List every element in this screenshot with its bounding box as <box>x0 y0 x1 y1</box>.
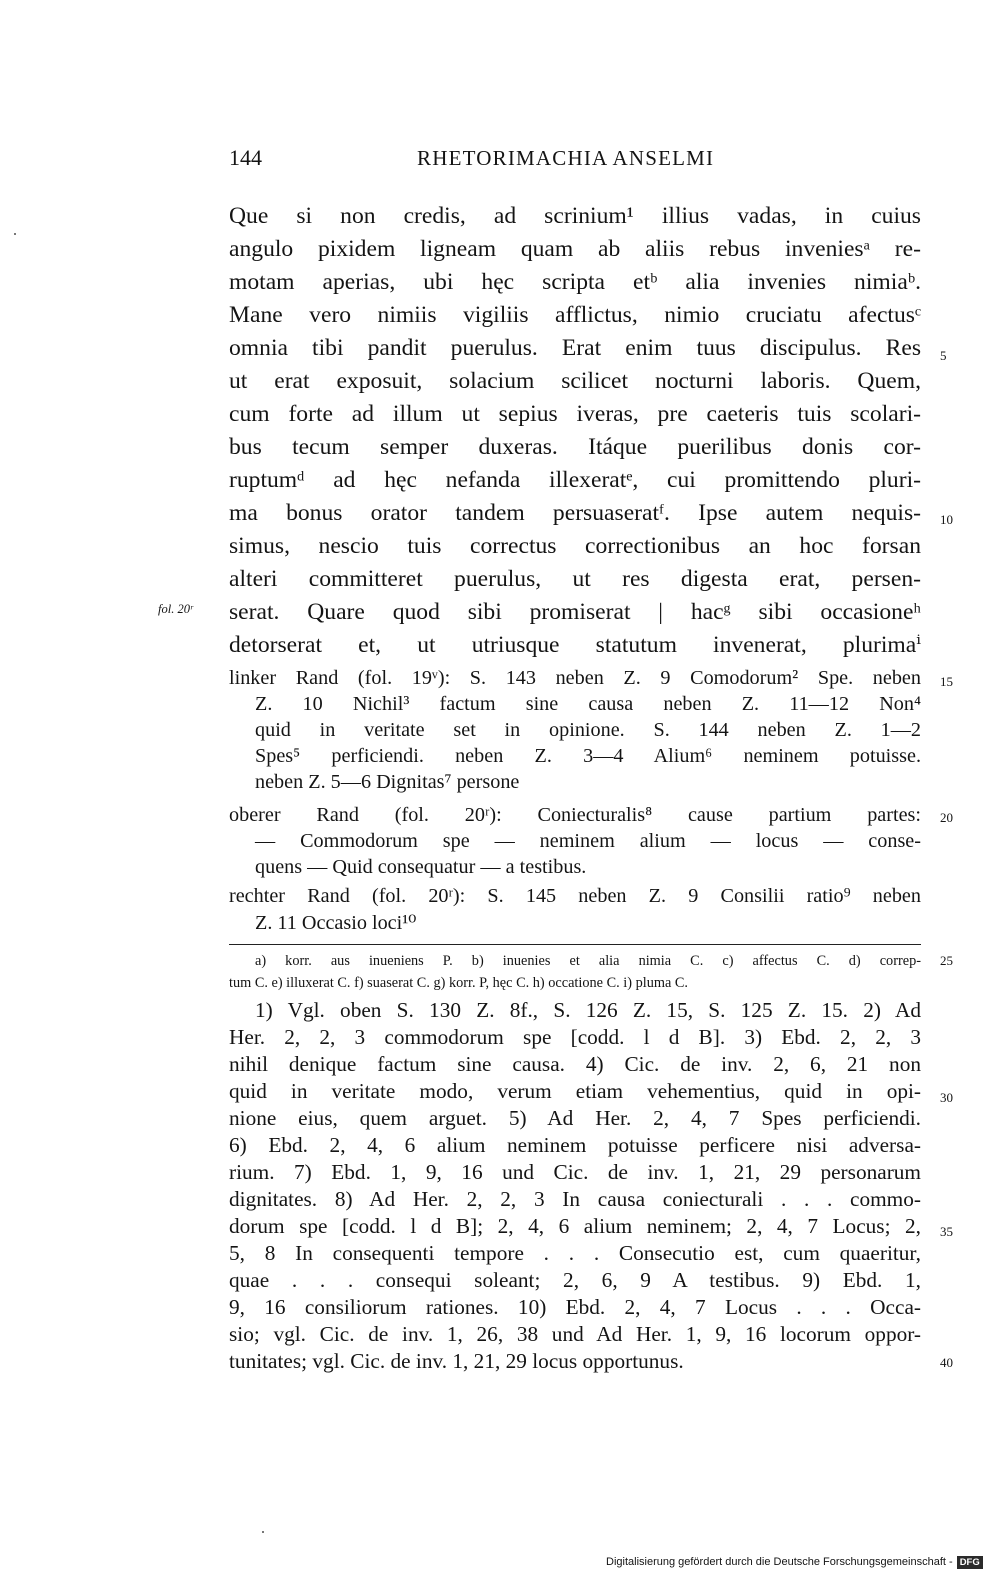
note-line: nione eius, quem arguet. 5) Ad Her. 2, 4, 7 Spes perficiendi. <box>229 1106 921 1130</box>
apparatus-line: a) korr. aus inueniens P. b) inuenies et alia nimia C. c) affectus C. d) correp- <box>255 953 921 969</box>
note-line: quid in veritate modo, verum etiam vehementius, quid in opi- <box>229 1079 921 1103</box>
line-number: 40 <box>940 1355 953 1370</box>
note-line: dorum spe [codd. l d B]; 2, 4, 6 alium neminem; 2, 4, 7 Locus; 2, <box>229 1214 921 1238</box>
note-line: Her. 2, 2, 3 commodorum spe [codd. l d B]. 3) Ebd. 2, 2, 3 <box>229 1025 921 1049</box>
marginal-note-line: neben Z. 5—6 Dignitas⁷ persone <box>255 771 520 793</box>
scan-speck <box>262 1531 264 1533</box>
marginal-note-line: linker Rand (fol. 19ᵛ): S. 143 neben Z. 9 Comodorum² Spe. neben <box>229 667 921 689</box>
line-number: 30 <box>940 1090 953 1105</box>
running-header <box>229 140 921 176</box>
main-text-line: motam aperias, ubi hęc scripta etᵇ alia invenies nimiaᵇ. <box>229 269 921 295</box>
marginal-note-line: quens — Quid consequatur — a testibus. <box>255 856 587 878</box>
marginal-note-line: Z. 11 Occasio loci¹⁰ <box>255 912 417 934</box>
main-text-line: alteri committeret puerulus, ut res digesta erat, persen- <box>229 566 921 592</box>
note-line: 9, 16 consiliorum rationes. 10) Ebd. 2, 4, 7 Locus . . . Occa- <box>229 1295 921 1319</box>
line-number: 25 <box>940 953 953 968</box>
main-text-line: angulo pixidem ligneam quam ab aliis rebus inveniesᵃ re- <box>229 236 921 262</box>
note-line: 6) Ebd. 2, 4, 6 alium neminem potuisse perficere nisi adversa- <box>229 1133 921 1157</box>
apparatus-divider <box>229 944 921 945</box>
dfg-logo: DFG <box>957 1556 983 1569</box>
marginal-note-line: oberer Rand (fol. 20ʳ): Coniecturalis⁸ cause partium partes: <box>229 804 921 826</box>
note-line: nihil denique factum sine causa. 4) Cic. de inv. 2, 6, 21 non <box>229 1052 921 1076</box>
line-number: 15 <box>940 674 953 689</box>
margin-folio-mark: fol. 20ʳ <box>158 602 193 616</box>
note-line: quae . . . consequi soleant; 2, 6, 9 A testibus. 9) Ebd. 1, <box>229 1268 921 1292</box>
main-text-line: ruptumᵈ ad hęc nefanda illexeratᵉ, cui promittendo pluri- <box>229 467 921 493</box>
main-text-line: ut erat exposuit, solacium scilicet nocturni laboris. Quem, <box>229 368 921 394</box>
main-text-line: simus, nescio tuis correctus correctionibus an hoc forsan <box>229 533 921 559</box>
scan-speck <box>14 233 16 235</box>
note-line: 1) Vgl. oben S. 130 Z. 8f., S. 126 Z. 15, S. 125 Z. 15. 2) Ad <box>255 998 921 1022</box>
note-line: sio; vgl. Cic. de inv. 1, 26, 38 und Ad Her. 1, 9, 16 locorum oppor- <box>229 1322 921 1346</box>
main-text-line: ma bonus orator tandem persuaseratᶠ. Ipse autem nequis- <box>229 500 921 526</box>
main-text-line: detorserat et, ut utriusque statutum invenerat, plurimaⁱ <box>229 632 921 658</box>
main-text-line: bus tecum semper duxeras. Itáque puerilibus donis cor- <box>229 434 921 460</box>
main-text-line: Que si non credis, ad scrinium¹ illius vadas, in cuius <box>229 203 921 229</box>
main-text-line: serat. Quare quod sibi promiserat | hacᵍ sibi occasioneʰ <box>229 599 921 625</box>
note-line: tunitates; vgl. Cic. de inv. 1, 21, 29 locus opportunus. <box>229 1349 684 1373</box>
marginal-note-line: quid in veritate set in opinione. S. 144 neben Z. 1—2 <box>255 719 921 741</box>
apparatus-line: tum C. e) illuxerat C. f) suaserat C. g) korr. P, hęc C. h) occatione C. i) pluma C. <box>229 975 688 991</box>
digitization-credit <box>606 1554 996 1570</box>
note-line: dignitates. 8) Ad Her. 2, 2, 3 In causa coniecturali . . . commo- <box>229 1187 921 1211</box>
marginal-note-line: — Commodorum spe — neminem alium — locus — conse- <box>255 830 921 852</box>
line-number: 10 <box>940 512 953 527</box>
note-line: rium. 7) Ebd. 1, 9, 16 und Cic. de inv. 1, 21, 29 personarum <box>229 1160 921 1184</box>
marginal-note-line: rechter Rand (fol. 20ʳ): S. 145 neben Z. 9 Consilii ratio⁹ neben <box>229 885 921 907</box>
main-text-line: Mane vero nimiis vigiliis afflictus, nimio cruciatu afectusᶜ <box>229 302 921 328</box>
line-number: 5 <box>940 348 947 363</box>
marginal-note-line: Spes⁵ perficiendi. neben Z. 3—4 Alium⁶ neminem potuisse. <box>255 745 921 767</box>
credit-text: Digitalisierung gefördert durch die Deutsche Forschungsgemeinschaft - <box>606 1556 953 1568</box>
line-number: 20 <box>940 810 953 825</box>
note-line: 5, 8 In consequenti tempore . . . Consecutio est, cum quaeritur, <box>229 1241 921 1265</box>
marginal-note-line: Z. 10 Nichil³ factum sine causa neben Z. 11—12 Non⁴ <box>255 693 921 715</box>
page-number: 144 <box>229 145 262 170</box>
running-title: RHETORIMACHIA ANSELMI <box>417 146 715 170</box>
main-text-line: cum forte ad illum ut sepius iveras, pre caeteris tuis scolari- <box>229 401 921 427</box>
line-number: 35 <box>940 1224 953 1239</box>
main-text-line: omnia tibi pandit puerulus. Erat enim tuus discipulus. Res <box>229 335 921 361</box>
